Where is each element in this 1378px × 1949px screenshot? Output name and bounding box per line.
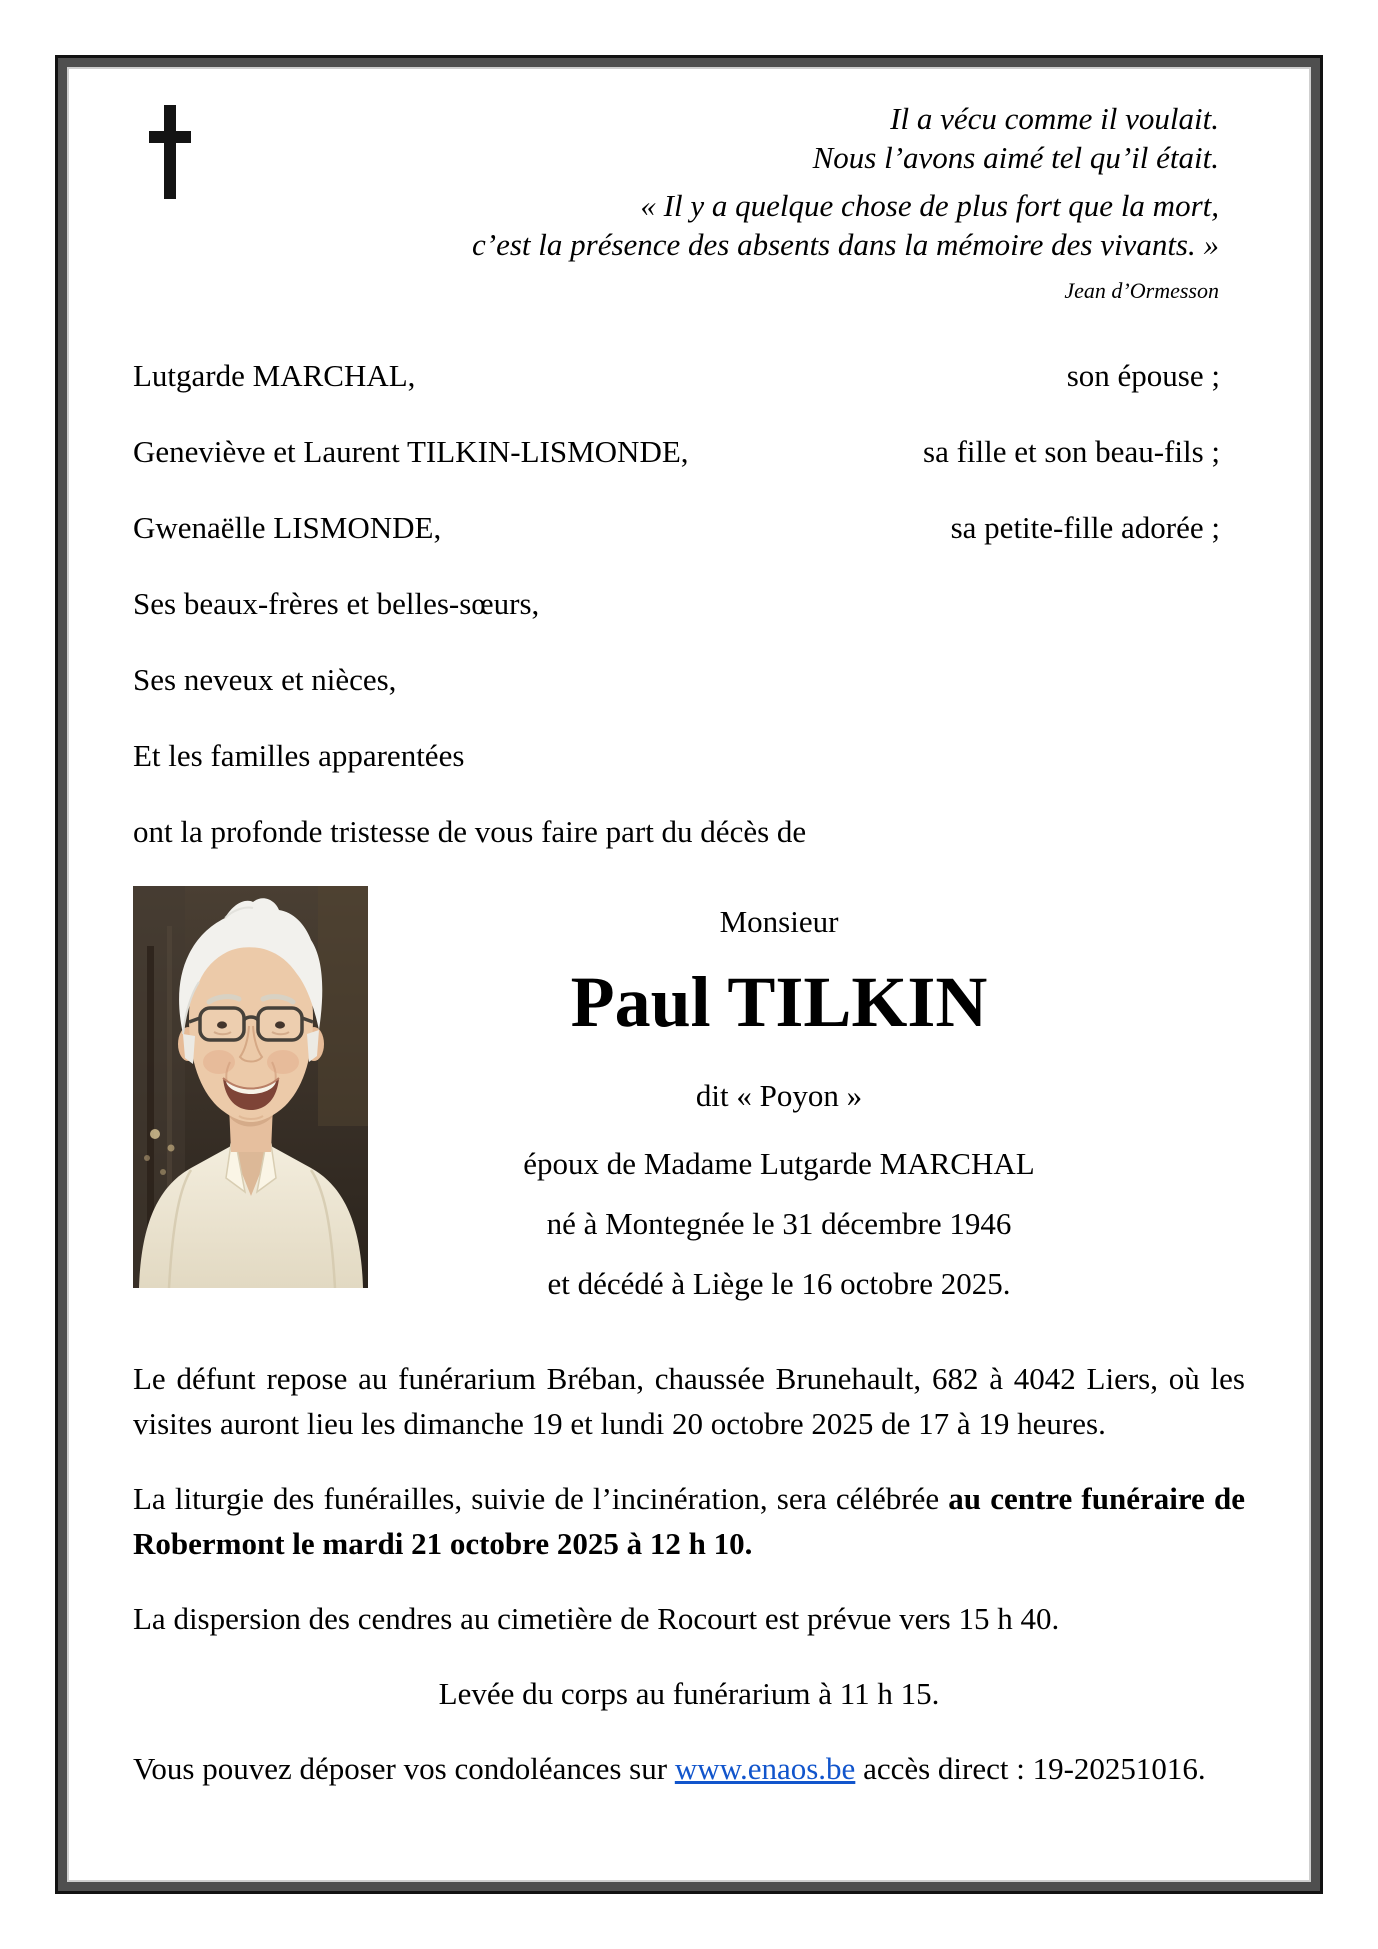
deceased-nickname: dit « Poyon » [695,1078,863,1113]
arrangements [133,1356,1245,1791]
condolences-after-text: accès direct : 19-20251016. [863,1751,1206,1786]
deceased-spouse-line: époux de Madame Lutgarde MARCHAL [523,1146,1035,1181]
quote-line: c’est la présence des absents dans la mémoire des vivants. » [472,227,1219,262]
deceased-photo [133,886,368,1288]
family-name: Ses neveux et nièces, [133,662,397,697]
liturgy-bold-text: au centre funéraire de Robermont le mardi 21 octobre 2025 à 12 h 10. [133,1481,1245,1561]
family-row [133,582,1245,626]
quote-line: Il a vécu comme il voulait. [890,101,1219,136]
deceased-identity [368,886,1245,1306]
frame-band [58,58,1320,1891]
family-list [133,354,1245,854]
frame-inner-line [67,67,1311,1882]
family-name: Et les familles apparentées [133,738,465,773]
family-name: Geneviève et Laurent TILKIN-LISMONDE, [133,434,689,469]
family-name: Gwenaëlle LISMONDE, [133,510,442,545]
announcement-line: ont la profonde tristesse de vous faire part du décès de [133,814,807,849]
portrait-illustration [133,886,368,1288]
quote-block-2 [472,186,1219,264]
condolences-before-text: Vous pouvez déposer vos condoléances sur [133,1751,668,1786]
family-row [133,734,1245,778]
family-relation [1220,734,1245,778]
family-relation [1220,658,1245,702]
liturgy-paragraph [133,1476,1245,1566]
family-name: Ses beaux-frères et belles-sœurs, [133,586,540,621]
repose-paragraph: Le défunt repose au funérarium Bréban, chaussée Brunehault, 682 à 4042 Liers, où les visites auront lieu les dimanche 19 et lundi 20 octobre 2025 de 17 à 19 heures. [133,1361,1245,1441]
christian-cross-icon [149,105,191,199]
family-relation: son épouse ; [1066,358,1220,393]
family-row [133,506,1245,550]
family-row [133,354,1245,398]
deceased-name: Paul TILKIN [570,962,988,1042]
deceased-death-line: et décédé à Liège le 16 octobre 2025. [547,1266,1011,1301]
family-row [133,658,1245,702]
levee-line: Levée du corps au funérarium à 11 h 15. [438,1676,940,1711]
condolences-paragraph [133,1746,1245,1791]
deceased-birth-line: né à Montegnée le 31 décembre 1946 [546,1206,1012,1241]
portrait-section [133,886,1245,1306]
quote-line: Nous l’avons aimé tel qu’il était. [812,140,1219,175]
decorative-frame [55,55,1323,1894]
family-relation [1220,582,1245,626]
quote-attribution: Jean d’Ormesson [1064,278,1219,303]
enaos-link[interactable]: www.enaos.be [674,1751,856,1786]
card-content [69,69,1309,1880]
dispersion-paragraph: La dispersion des cendres au cimetière de Rocourt est prévue vers 15 h 40. [133,1601,1060,1636]
family-row [133,430,1245,474]
family-relation: sa fille et son beau-fils ; [923,434,1220,469]
quote-line: « Il y a quelque chose de plus fort que la mort, [640,188,1219,223]
family-name: Lutgarde MARCHAL, [133,358,416,393]
family-relation: sa petite-fille adorée ; [950,510,1220,545]
liturgy-regular-text: La liturgie des funérailles, suivie de l’incinération, sera célébrée [133,1481,940,1516]
deceased-civility: Monsieur [719,904,839,939]
header [133,99,1245,306]
quote-block [472,99,1245,306]
